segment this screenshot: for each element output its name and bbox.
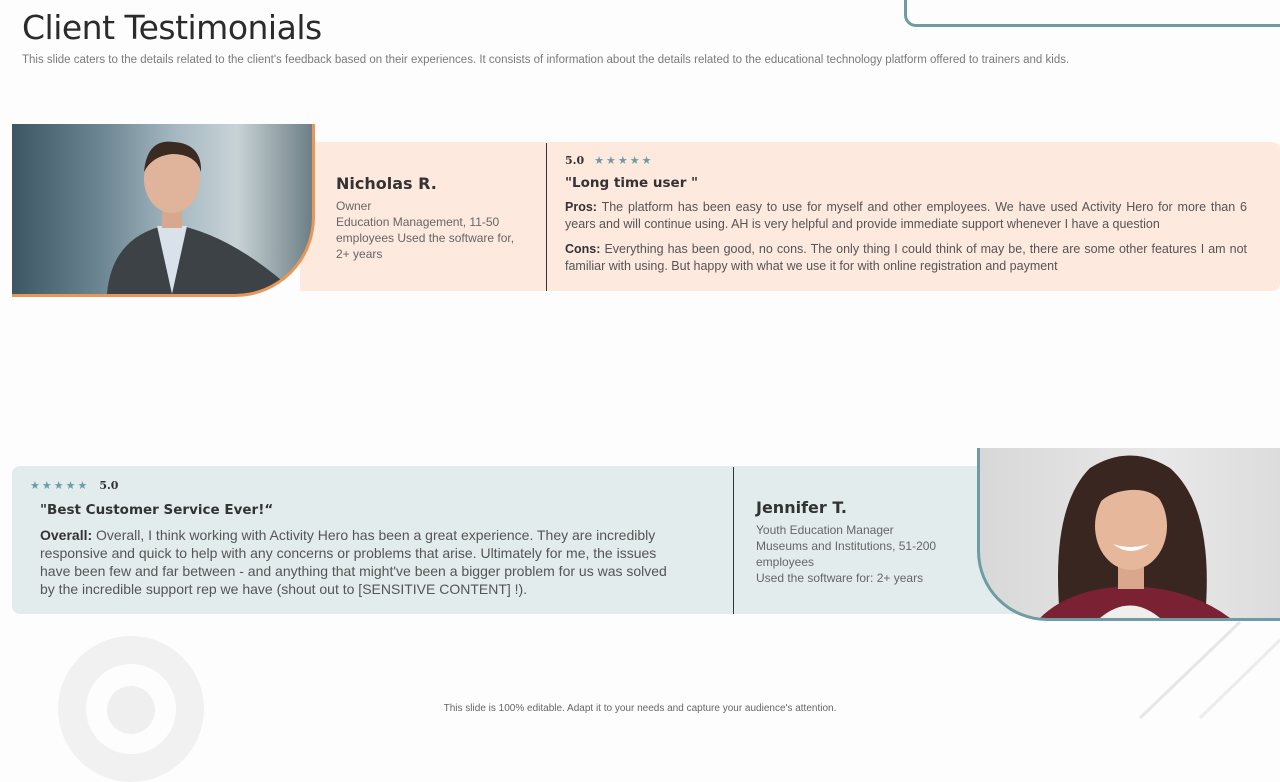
jennifer-profile (756, 498, 946, 586)
review-headline: "Best Customer Service Ever!“ (40, 502, 274, 518)
jennifer-portrait-image (980, 448, 1280, 618)
card-divider (733, 467, 734, 614)
card-divider (546, 143, 547, 291)
pros-text: The platform has been easy to use for myself and other employees. We have used Activity Hero for more than 6 years and will continue using. AH is very helpful and provide immediate support whenever I have a question (565, 200, 1247, 231)
rating-score: 5.0 (565, 154, 585, 167)
slide-title: Client Testimonials (22, 8, 322, 47)
client-role: Youth Education Manager (756, 523, 894, 537)
client-name: Jennifer T. (756, 498, 847, 517)
client-detail: Museums and Institutions, 51-200 employees (756, 539, 937, 569)
client-role: Owner (336, 199, 372, 213)
review-headline: "Long time user " (565, 175, 699, 191)
star-rating-icon: ★★★★★ (594, 155, 654, 167)
pros-label: Pros: (565, 200, 597, 214)
star-rating-icon: ★★★★★ (30, 480, 90, 492)
decorative-corner-frame (904, 0, 1280, 27)
client-usage: Used the software for: 2+ years (756, 571, 924, 585)
overall-text: Overall, I think working with Activity Hero has been a great experience. They are incredibly responsive and quick to help with any concerns or problems that arise. Ultimately for me, the issues have been few and far between - and anything that might've been a bigger problem for us was solved by the incredible support rep we have (shout out to [SENSITIVE CONTENT] !). (40, 527, 667, 597)
jennifer-review (30, 479, 685, 598)
cons-label: Cons: (565, 242, 601, 256)
client-name: Nicholas R. (336, 174, 437, 193)
nicholas-photo (12, 124, 315, 297)
client-detail: Education Management, 11-50 employees Used the software for, 2+ years (336, 215, 515, 261)
rating-score: 5.0 (99, 479, 119, 492)
nicholas-portrait-image (12, 124, 312, 294)
review-pros (565, 199, 1247, 233)
nicholas-profile (336, 174, 522, 262)
rating (565, 154, 1247, 167)
cons-text: Everything has been good, no cons. The only thing I could think of may be, there are some other features I am not familiar with using. But happy with what we use it for with online registration and payment (565, 242, 1247, 273)
slide-footer: This slide is 100% editable. Adapt it to your needs and capture your audience's attention. (443, 703, 837, 714)
jennifer-photo (977, 448, 1280, 621)
nicholas-review (565, 154, 1247, 275)
slide-subtitle: This slide caters to the details related to the client's feedback based on their experiences. It consists of information about the details related to the educational technology platform offered to trainers and kids. (22, 54, 1070, 66)
overall-label: Overall: (40, 527, 93, 543)
review-cons (565, 241, 1247, 275)
rating (30, 479, 685, 492)
review-overall (40, 526, 685, 598)
